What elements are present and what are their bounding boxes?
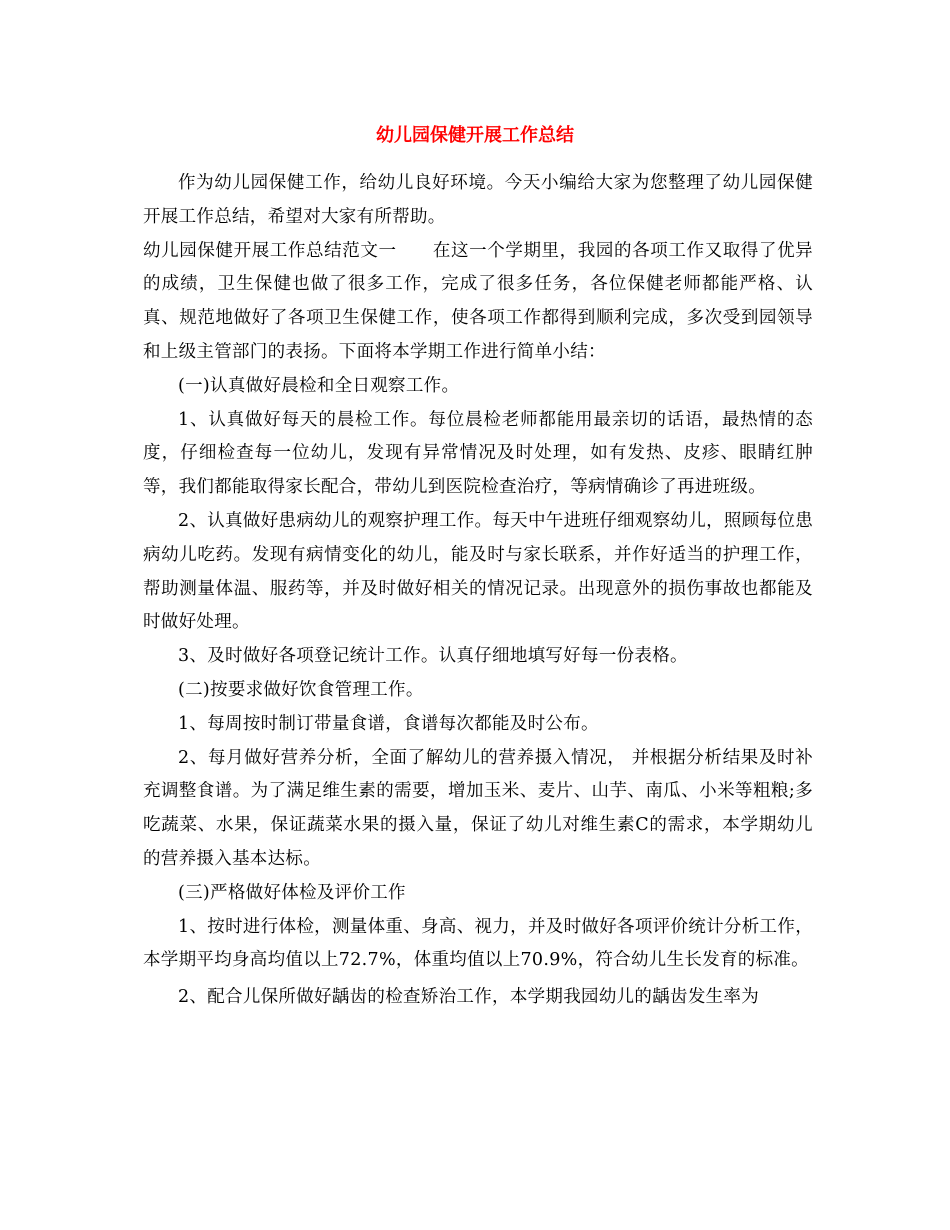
sample-one-paragraph: 幼儿园保健开展工作总结范文一 在这一个学期里，我园的各项工作又取得了优异的成绩，卫生保健也做了很多工作，完成了很多任务，各位保健老师都能严格、认真、规范地做好了各项卫生保健工作，使各项工作都得到顺利完成，多次受到园领导和上级主管部门的表扬。下面将本学期工作进行简单小结： xyxy=(143,240,813,362)
paragraph-nutrition: 2、每月做好营养分析，全面了解幼儿的营养摄入情况， 并根据分析结果及时补充调整食谱。为了满足维生素的需要，增加玉米、麦片、山芋、南瓜、小米等粗粮;多吃蔬菜、水果，保证蔬菜水果的摄入量，保证了幼儿对维生素C的需求，本学期幼儿的营养摄入基本达标。 xyxy=(143,747,813,869)
section-heading-diet: (二)按要求做好饮食管理工作。 xyxy=(178,679,424,700)
section-heading-checkup: (三)严格做好体检及评价工作 xyxy=(178,882,406,903)
intro-paragraph: 作为幼儿园保健工作，给幼儿良好环境。今天小编给大家为您整理了幼儿园保健开展工作总结，希望对大家有所帮助。 xyxy=(143,173,813,227)
document-body xyxy=(143,167,813,1015)
paragraph-checkup: 1、按时进行体检，测量体重、身高、视力，并及时做好各项评价统计分析工作，本学期平均身高均值以上72.7%，体重均值以上70.9%，符合幼儿生长发育的标准。 xyxy=(143,916,813,971)
paragraph-records: 3、及时做好各项登记统计工作。认真仔细地填写好每一份表格。 xyxy=(178,646,688,667)
paragraph-morning-check: 1、认真做好每天的晨检工作。每位晨检老师都能用最亲切的话语，最热情的态度，仔细检查每一位幼儿，发现有异常情况及时处理，如有发热、皮疹、眼睛红肿等，我们都能取得家长配合，带幼儿到医院检查治疗，等病情确诊了再进班级。 xyxy=(143,409,813,498)
paragraph-sick-care: 2、认真做好患病幼儿的观察护理工作。每天中午进班仔细观察幼儿，照顾每位患病幼儿吃药。发现有病情变化的幼儿，能及时与家长联系，并作好适当的护理工作，帮助测量体温、服药等，并及时做好相关的情况记录。出现意外的损伤事故也都能及时做好处理。 xyxy=(143,510,813,633)
paragraph-dental: 2、配合儿保所做好龋齿的检查矫治工作，本学期我园幼儿的龋齿发生率为 xyxy=(178,987,760,1008)
paragraph-menu: 1、每周按时制订带量食谱，食谱每次都能及时公布。 xyxy=(178,713,599,734)
section-heading-morning-check: (一)认真做好晨检和全日观察工作。 xyxy=(178,375,460,396)
document-title: 幼儿园保健开展工作总结 xyxy=(376,125,574,146)
